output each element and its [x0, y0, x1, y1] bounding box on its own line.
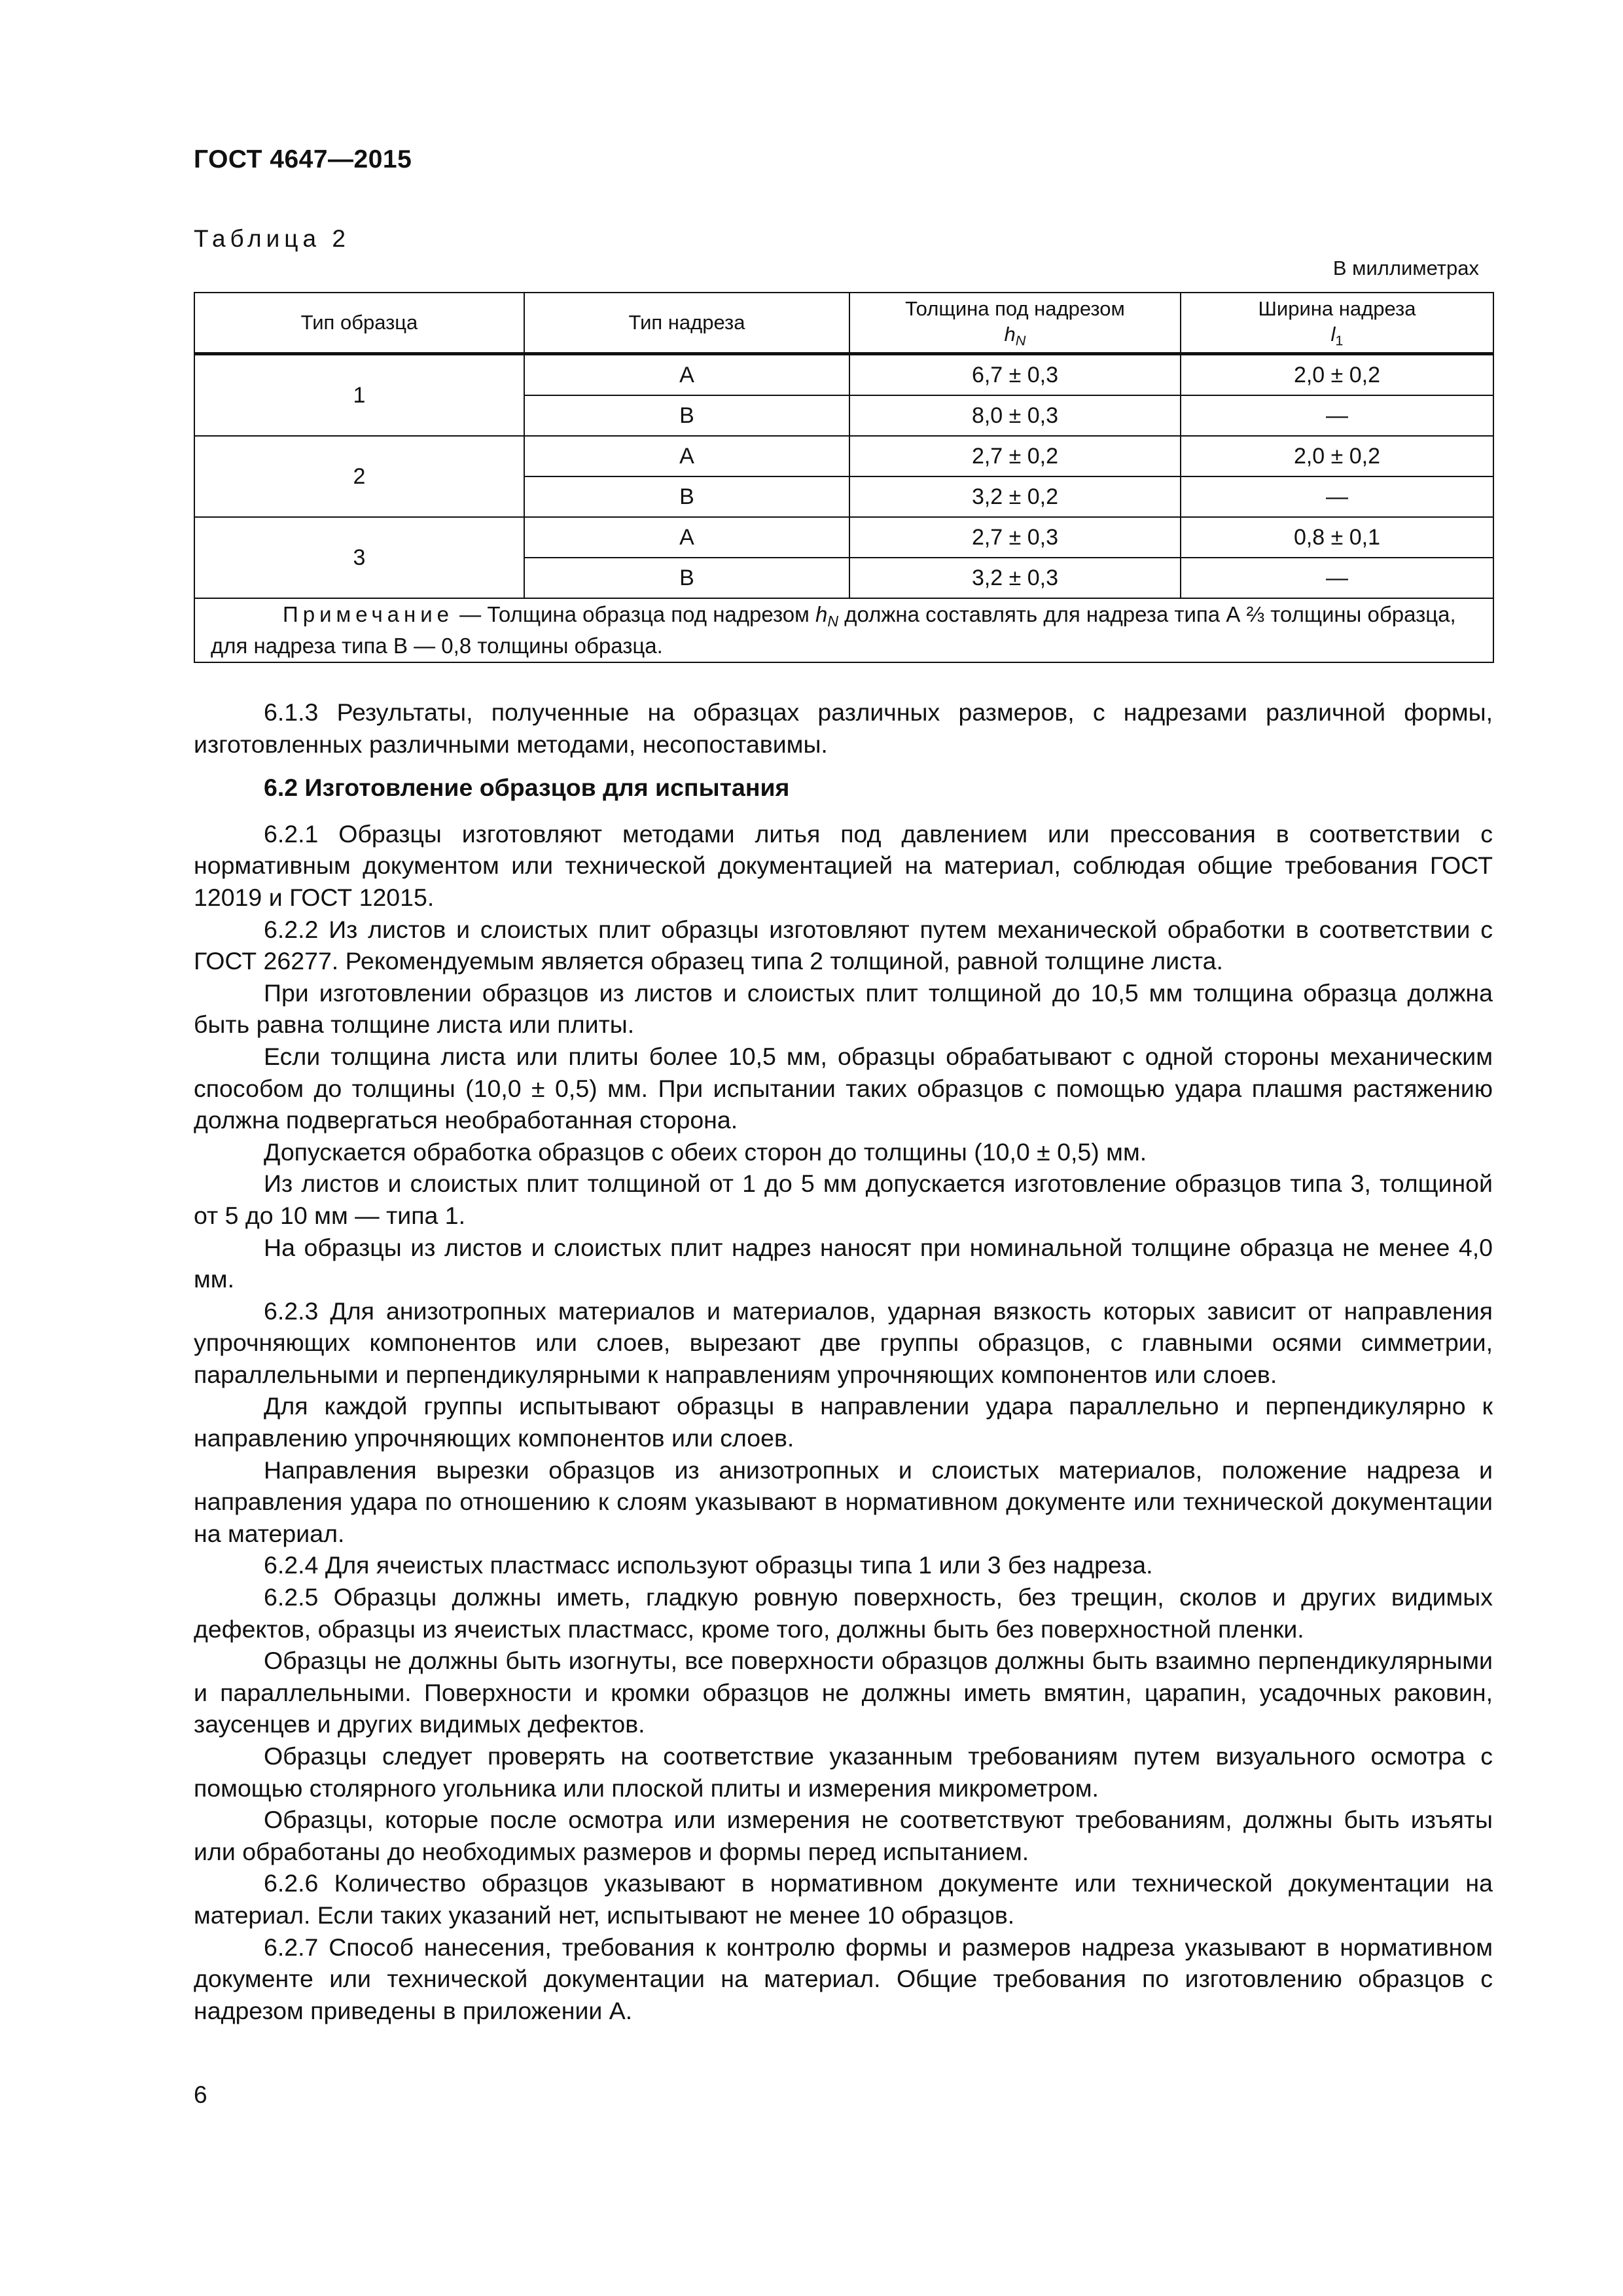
paragraph: При изготовлении образцов из листов и слоистых плит толщиной до 10,5 мм толщина образца должна быть равна толщине листа или плиты. — [194, 978, 1493, 1039]
paragraph: Из листов и слоистых плит толщиной от 1 до 5 мм допускается изготовление образцов типа 3, толщиной от 5 до 10 мм — типа 1. — [194, 1170, 1493, 1229]
paragraph-6-2-3: 6.2.3 Для анизотропных материалов и материалов, ударная вязкость которых зависит от направления упрочняющих компонентов или слоев, вырезают две группы образцов, с главными осями симметрии, параллельными и перпендикулярными к направлениям упрочняющих компонентов или слоев. — [194, 1297, 1493, 1388]
paragraph-6-2-2: 6.2.2 Из листов и слоистых плит образцы изготовляют путем механической обработки в соответствии с ГОСТ 26277. Рекомендуемым является образец типа 2 толщиной, равной толщине листа. — [194, 915, 1493, 975]
page-number: 6 — [194, 2081, 207, 2108]
paragraph-6-2-1: 6.2.1 Образцы изготовляют методами литья под давлением или прессования в соответствии с нормативным документом или технической документацией на материал, соблюдая общие требования ГОСТ 12019 и ГОСТ 12015. — [194, 819, 1493, 911]
width-cell: — — [1181, 395, 1493, 436]
paragraph: Образцы, которые после осмотра или измерения не соответствуют требованиям, должны быть изъяты или обработаны до необходимых размеров и формы перед испытанием. — [194, 1806, 1493, 1865]
specimen-type-cell: 3 — [194, 517, 524, 598]
specimen-type-cell: 2 — [194, 436, 524, 517]
width-cell: — — [1181, 558, 1493, 598]
paragraph-6-1-3: 6.1.3 Результаты, полученные на образцах различных размеров, с надрезами различной формы, изготовленных различными методами, несопоставимы. — [194, 698, 1493, 758]
table-caption: Таблица 2 — [194, 225, 350, 252]
paragraph-6-2-5: 6.2.5 Образцы должны иметь, гладкую ровную поверхность, без трещин, сколов и других видимых дефектов, образцы из ячеистых пластмасс, кроме того, должны быть без поверхностной пленки. — [194, 1583, 1493, 1643]
symbol-h: h — [1004, 322, 1016, 346]
table-row — [194, 436, 1493, 476]
paragraph: Образцы следует проверять на соответствие указанным требованиям путем визуального осмотра с помощью столярного угольника или плоской плиты и измерения микрометром. — [194, 1742, 1493, 1802]
paragraph: Для каждой группы испытывают образцы в направлении удара параллельно и перпендикулярно к направлению упрочняющих компонентов или слоев. — [194, 1392, 1493, 1452]
notch-dimensions-table — [194, 292, 1494, 663]
width-cell: — — [1181, 476, 1493, 517]
header-notch-type: Тип надреза — [524, 293, 849, 354]
table-units: В миллиметрах — [1332, 257, 1479, 279]
width-cell: 2,0 ± 0,2 — [1181, 354, 1493, 396]
width-cell: 0,8 ± 0,1 — [1181, 517, 1493, 558]
paragraph: Допускается обработка образцов с обеих сторон до толщины (10,0 ± 0,5) мм. — [264, 1138, 1147, 1166]
table-note: Примечание — Толщина образца под надрезом $h_N$ должна составлять для надреза типа А ⅔ толщины образца, для надреза типа В — 0,8 толщины образца. — [194, 598, 1493, 662]
thickness-cell: 3,2 ± 0,2 — [849, 476, 1181, 517]
table-header-row — [194, 293, 1493, 354]
symbol-l: l — [1330, 322, 1336, 346]
specimen-type-cell: 1 — [194, 354, 524, 437]
header-notch-width: Ширина надреза $l_1$ — [1181, 293, 1493, 354]
table-note-row — [194, 598, 1493, 662]
notch-type-cell: В — [524, 476, 849, 517]
paragraph: Образцы не должны быть изогнуты, все поверхности образцов должны быть взаимно перпендикулярными и параллельными. Поверхности и кромки образцов не должны иметь вмятин, царапин, усадочных раковин, заусенцев и других видимых дефектов. — [194, 1647, 1493, 1738]
notch-type-cell: А — [524, 517, 849, 558]
section-heading-6-2: 6.2 Изготовление образцов для испытания — [264, 774, 790, 802]
header-specimen-type: Тип образца — [194, 293, 524, 354]
header-notch-thickness: Толщина под надрезом $h_N$ — [849, 293, 1181, 354]
thickness-cell: 6,7 ± 0,3 — [849, 354, 1181, 396]
thickness-cell: 2,7 ± 0,3 — [849, 517, 1181, 558]
notch-type-cell: В — [524, 395, 849, 436]
body-text — [194, 696, 1493, 2026]
table-row — [194, 517, 1493, 558]
width-cell: 2,0 ± 0,2 — [1181, 436, 1493, 476]
thickness-cell: 3,2 ± 0,3 — [849, 558, 1181, 598]
thickness-cell: 8,0 ± 0,3 — [849, 395, 1181, 436]
notch-type-cell: В — [524, 558, 849, 598]
thickness-cell: 2,7 ± 0,2 — [849, 436, 1181, 476]
paragraph-6-2-7: 6.2.7 Способ нанесения, требования к контролю формы и размеров надреза указывают в нормативном документе или технической документации на материал. Общие требования по изготовлению образцов с надрезом приведены в приложении А. — [194, 1933, 1493, 2024]
note-label: Примечание — [283, 602, 454, 627]
notch-type-cell: А — [524, 436, 849, 476]
paragraph: Если толщина листа или плиты более 10,5 мм, образцы обрабатывают с одной стороны механическим способом до толщины (10,0 ± 0,5) мм. При испытании таких образцов с помощью удара плашмя растяжению должна подвергаться необработанная сторона. — [194, 1042, 1493, 1134]
paragraph: Направления вырезки образцов из анизотропных и слоистых материалов, положение надреза и направления удара по отношению к слоям указывают в нормативном документе или технической документации на материал. — [194, 1456, 1493, 1547]
paragraph-6-2-4: 6.2.4 Для ячеистых пластмасс используют образцы типа 1 или 3 без надреза. — [264, 1551, 1153, 1579]
paragraph: На образцы из листов и слоистых плит надрез наносят при номинальной толщине образца не менее 4,0 мм. — [194, 1233, 1493, 1293]
paragraph-6-2-6: 6.2.6 Количество образцов указывают в нормативном документе или технической документации на материал. Если таких указаний нет, испытывают не менее 10 образцов. — [194, 1869, 1493, 1929]
document-header: ГОСТ 4647—2015 — [194, 145, 412, 173]
table-row — [194, 354, 1493, 396]
notch-type-cell: А — [524, 354, 849, 396]
